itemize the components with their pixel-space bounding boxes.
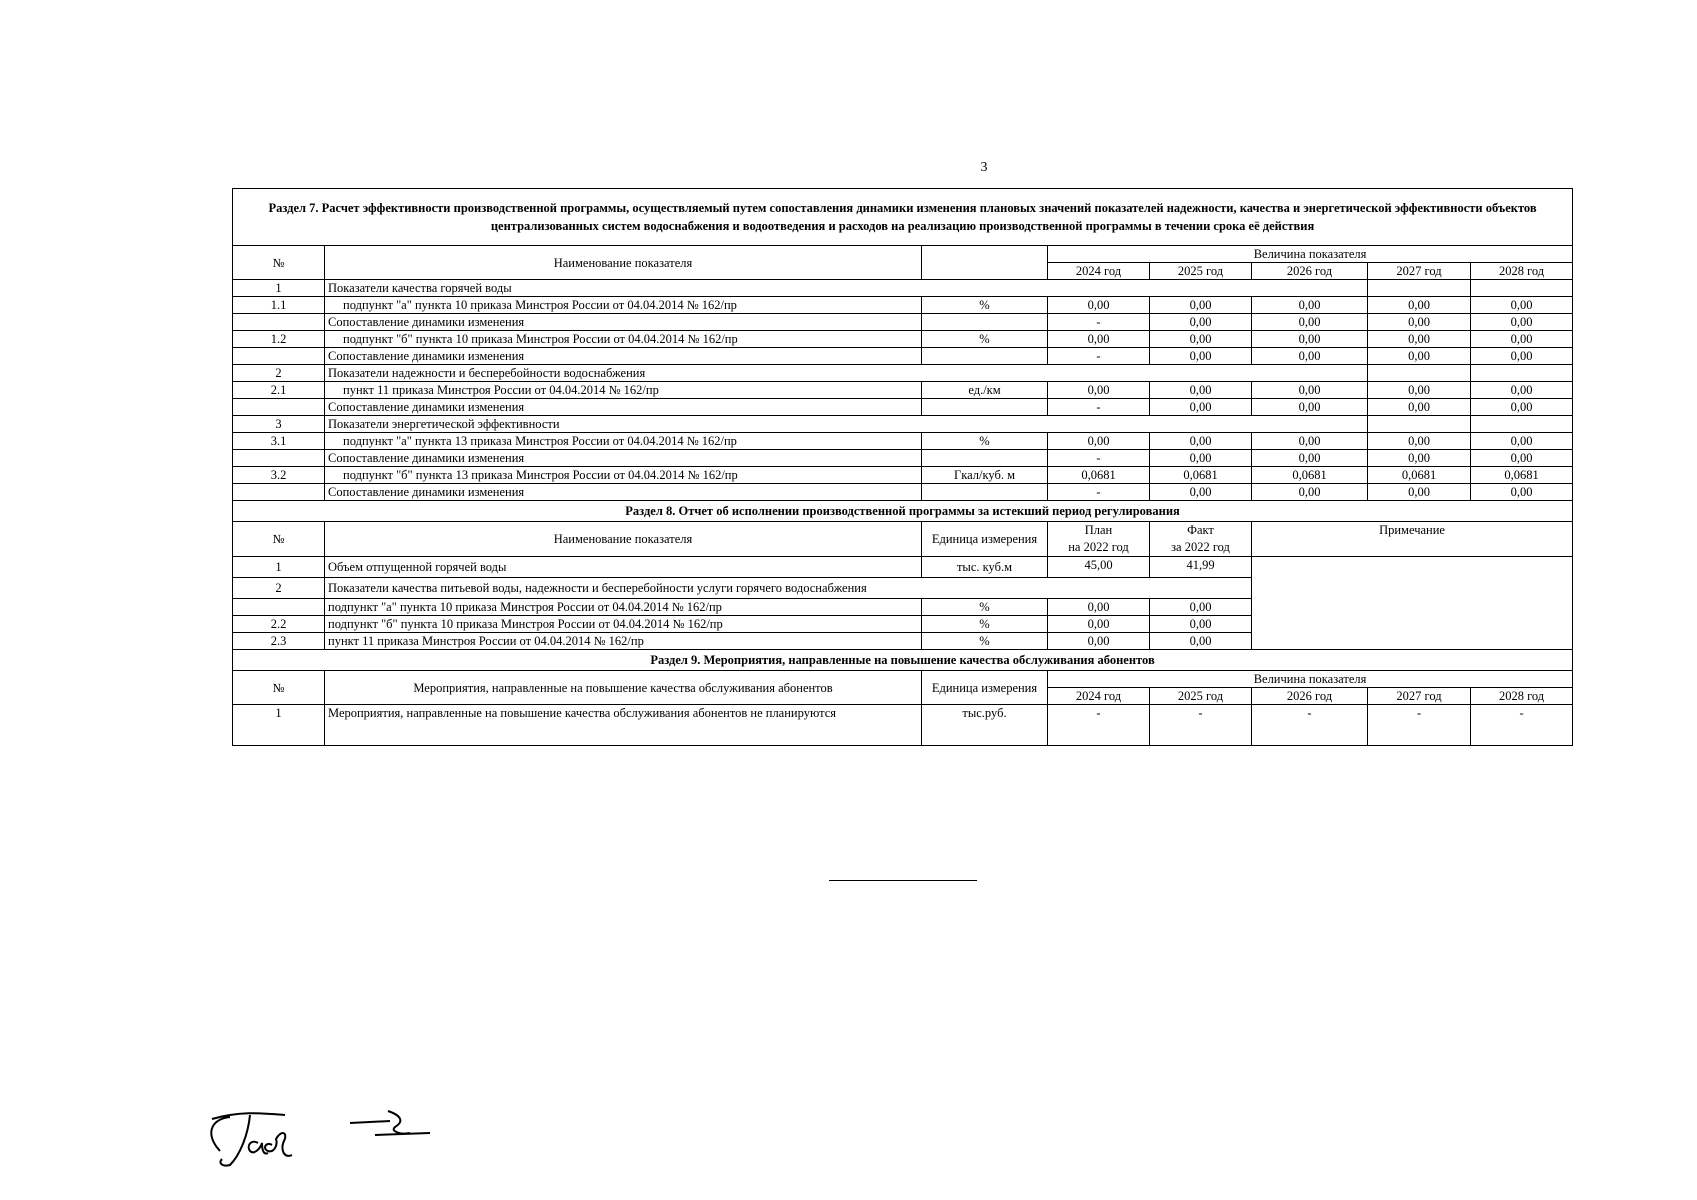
row-num — [233, 314, 325, 331]
row-unit — [922, 314, 1048, 331]
row-num: 1 — [233, 280, 325, 297]
section8-title: Раздел 8. Отчет об исполнении производственной программы за истекший период регулирования — [233, 501, 1573, 522]
row-value: 0,00 — [1048, 297, 1150, 314]
row-name: подпункт "б" пункта 13 приказа Минстроя России от 04.04.2014 № 162/пр — [325, 467, 922, 484]
section7-title: Раздел 7. Расчет эффективности производственной программы, осуществляемый путем сопоставления динамики изменения плановых значений показателей надежности, качества и энергетической эффективности объектов централизованных систем водоснабжения и водоотведения и расходов на реализацию производственной программы в течении срока её действия — [233, 189, 1573, 246]
row-plan: 45,00 — [1048, 557, 1150, 578]
row-name: подпункт "б" пункта 10 приказа Минстроя России от 04.04.2014 № 162/пр — [325, 331, 922, 348]
row-group-name: Показатели качества горячей воды — [325, 280, 1368, 297]
row-value: 0,00 — [1048, 382, 1150, 399]
s9-row-num: 1 — [233, 705, 325, 746]
row-num — [233, 484, 325, 501]
row-value: 0,00 — [1368, 450, 1471, 467]
s9-header-num: № — [233, 671, 325, 705]
row-unit — [922, 348, 1048, 365]
page-number: 3 — [980, 160, 988, 175]
row-value: 0,0681 — [1150, 467, 1252, 484]
section8-header-row — [233, 522, 1573, 557]
row-unit: % — [922, 297, 1048, 314]
section8-title-row — [233, 501, 1573, 522]
row-fact: 0,00 — [1150, 616, 1252, 633]
closing-separator-line — [829, 880, 977, 881]
s8-header-plan-line2: на 2022 год — [1068, 540, 1129, 554]
row-value: 0,00 — [1471, 450, 1573, 467]
s9-row-value: - — [1252, 705, 1368, 746]
row-value: 0,00 — [1471, 484, 1573, 501]
header-year: 2026 год — [1252, 263, 1368, 280]
table-row — [233, 557, 1573, 578]
row-value: 0,00 — [1368, 297, 1471, 314]
s9-row-unit: тыс.руб. — [922, 705, 1048, 746]
row-num: 3 — [233, 416, 325, 433]
row-value: 0,00 — [1150, 484, 1252, 501]
table-row — [233, 331, 1573, 348]
s8-header-name: Наименование показателя — [325, 522, 922, 557]
row-unit: % — [922, 331, 1048, 348]
row-name: Сопоставление динамики изменения — [325, 314, 922, 331]
row-value: 0,00 — [1150, 433, 1252, 450]
s8-header-unit: Единица измерения — [922, 522, 1048, 557]
row-empty-cell — [1471, 280, 1573, 297]
row-value: 0,00 — [1252, 382, 1368, 399]
s9-header-unit: Единица измерения — [922, 671, 1048, 705]
row-value: 0,00 — [1471, 331, 1573, 348]
row-name: Объем отпущенной горячей воды — [325, 557, 922, 578]
row-value: 0,00 — [1150, 297, 1252, 314]
row-empty-cell — [1368, 416, 1471, 433]
row-name: подпункт "б" пункта 10 приказа Минстроя России от 04.04.2014 № 162/пр — [325, 616, 922, 633]
row-plan: 0,00 — [1048, 616, 1150, 633]
row-value: 0,00 — [1471, 314, 1573, 331]
row-value: 0,00 — [1150, 382, 1252, 399]
section9-title: Раздел 9. Мероприятия, направленные на повышение качества обслуживания абонентов — [233, 650, 1573, 671]
s8-header-fact — [1150, 522, 1252, 557]
s9-header-year: 2024 год — [1048, 688, 1150, 705]
row-unit: % — [922, 433, 1048, 450]
header-value-group: Величина показателя — [1048, 246, 1573, 263]
row-empty-cell — [1368, 365, 1471, 382]
s9-header-year: 2026 год — [1252, 688, 1368, 705]
section8-rows — [233, 557, 1573, 650]
row-value: 0,00 — [1368, 399, 1471, 416]
row-value: 0,00 — [1252, 450, 1368, 467]
row-value: 0,00 — [1471, 399, 1573, 416]
row-plan: 0,00 — [1048, 599, 1150, 616]
row-value: 0,00 — [1252, 484, 1368, 501]
table-row — [233, 433, 1573, 450]
handwritten-signature — [200, 1105, 460, 1175]
header-name: Наименование показателя — [325, 246, 922, 280]
row-empty-cell — [1471, 416, 1573, 433]
table-row — [233, 314, 1573, 331]
table-row — [233, 467, 1573, 484]
row-name: пункт 11 приказа Минстроя России от 04.04.2014 № 162/пр — [325, 382, 922, 399]
s9-header-year: 2028 год — [1471, 688, 1573, 705]
row-empty-cell — [1471, 365, 1573, 382]
s8-header-plan — [1048, 522, 1150, 557]
row-value: - — [1048, 314, 1150, 331]
row-num: 2 — [233, 365, 325, 382]
row-num: 1.2 — [233, 331, 325, 348]
s8-header-plan-line1: План — [1084, 523, 1113, 537]
table-row — [233, 297, 1573, 314]
row-value: 0,00 — [1150, 314, 1252, 331]
s8-header-num: № — [233, 522, 325, 557]
row-num: 3.2 — [233, 467, 325, 484]
section7-header-row-1 — [233, 246, 1573, 263]
header-year: 2028 год — [1471, 263, 1573, 280]
row-unit: % — [922, 633, 1048, 650]
row-plan: 0,00 — [1048, 633, 1150, 650]
row-name: Сопоставление динамики изменения — [325, 399, 922, 416]
header-unit-empty — [922, 246, 1048, 280]
row-num: 2 — [233, 578, 325, 599]
row-name: подпункт "а" пункта 10 приказа Минстроя России от 04.04.2014 № 162/пр — [325, 599, 922, 616]
row-unit — [922, 399, 1048, 416]
section9-title-row — [233, 650, 1573, 671]
row-value: 0,00 — [1252, 331, 1368, 348]
row-value: 0,00 — [1252, 314, 1368, 331]
row-empty-cell — [1368, 280, 1471, 297]
row-num: 2.1 — [233, 382, 325, 399]
row-value: 0,0681 — [1252, 467, 1368, 484]
row-unit: ед./км — [922, 382, 1048, 399]
document-table-wrapper — [232, 188, 1572, 746]
row-name: подпункт "а" пункта 10 приказа Минстроя России от 04.04.2014 № 162/пр — [325, 297, 922, 314]
row-value: 0,00 — [1252, 433, 1368, 450]
row-value: 0,00 — [1150, 450, 1252, 467]
row-value: 0,0681 — [1048, 467, 1150, 484]
row-fact: 0,00 — [1150, 633, 1252, 650]
row-name: Сопоставление динамики изменения — [325, 484, 922, 501]
s8-header-fact-line1: Факт — [1187, 523, 1214, 537]
row-value: 0,00 — [1368, 314, 1471, 331]
row-value: 0,00 — [1150, 348, 1252, 365]
row-value: 0,00 — [1252, 399, 1368, 416]
row-value: 0,00 — [1471, 433, 1573, 450]
row-value: 0,00 — [1368, 484, 1471, 501]
row-name: Сопоставление динамики изменения — [325, 348, 922, 365]
row-fact: 41,99 — [1150, 557, 1252, 578]
row-unit: % — [922, 616, 1048, 633]
row-name: Сопоставление динамики изменения — [325, 450, 922, 467]
row-group-name: Показатели качества питьевой воды, надежности и бесперебойности услуги горячего водоснабжения — [325, 578, 1252, 599]
row-value: 0,00 — [1368, 331, 1471, 348]
table-row — [233, 382, 1573, 399]
row-fact: 0,00 — [1150, 599, 1252, 616]
table-row — [233, 348, 1573, 365]
row-value: 0,00 — [1368, 348, 1471, 365]
table-row — [233, 399, 1573, 416]
note-cell — [1252, 557, 1573, 650]
row-group-name: Показатели энергетической эффективности — [325, 416, 1368, 433]
s9-row-name: Мероприятия, направленные на повышение качества обслуживания абонентов не планируются — [325, 705, 922, 746]
row-value: 0,00 — [1048, 433, 1150, 450]
s9-row-value: - — [1048, 705, 1150, 746]
row-value: 0,00 — [1048, 331, 1150, 348]
main-table — [232, 188, 1573, 746]
s9-row-value: - — [1471, 705, 1573, 746]
row-num — [233, 599, 325, 616]
row-num: 2.3 — [233, 633, 325, 650]
row-value: 0,00 — [1471, 382, 1573, 399]
row-value: 0,0681 — [1471, 467, 1573, 484]
row-value: 0,0681 — [1368, 467, 1471, 484]
header-year: 2027 год — [1368, 263, 1471, 280]
row-name: пункт 11 приказа Минстроя России от 04.04.2014 № 162/пр — [325, 633, 922, 650]
row-value: 0,00 — [1252, 348, 1368, 365]
table-row — [233, 450, 1573, 467]
table-row — [233, 416, 1573, 433]
row-num — [233, 399, 325, 416]
row-unit: Гкал/куб. м — [922, 467, 1048, 484]
s9-row-value: - — [1150, 705, 1252, 746]
s9-header-year: 2025 год — [1150, 688, 1252, 705]
row-value: 0,00 — [1368, 433, 1471, 450]
row-value: 0,00 — [1471, 348, 1573, 365]
row-value: - — [1048, 484, 1150, 501]
s9-header-name: Мероприятия, направленные на повышение качества обслуживания абонентов — [325, 671, 922, 705]
header-year: 2025 год — [1150, 263, 1252, 280]
section7-rows — [233, 280, 1573, 501]
header-num: № — [233, 246, 325, 280]
s9-header-year: 2027 год — [1368, 688, 1471, 705]
row-unit — [922, 450, 1048, 467]
row-num — [233, 348, 325, 365]
row-unit — [922, 484, 1048, 501]
row-value: 0,00 — [1150, 399, 1252, 416]
table-row — [233, 280, 1573, 297]
row-group-name: Показатели надежности и бесперебойности водоснабжения — [325, 365, 1368, 382]
row-num: 3.1 — [233, 433, 325, 450]
row-value: - — [1048, 399, 1150, 416]
row-value: 0,00 — [1252, 297, 1368, 314]
row-num: 1 — [233, 557, 325, 578]
s9-row — [233, 705, 1573, 746]
s9-row-value: - — [1368, 705, 1471, 746]
row-value: - — [1048, 450, 1150, 467]
section9-header-row-1 — [233, 671, 1573, 688]
s9-header-value-group: Величина показателя — [1048, 671, 1573, 688]
table-row — [233, 484, 1573, 501]
row-value: 0,00 — [1471, 297, 1573, 314]
row-value: 0,00 — [1150, 331, 1252, 348]
row-value: - — [1048, 348, 1150, 365]
row-value: 0,00 — [1368, 382, 1471, 399]
section7-title-row — [233, 189, 1573, 246]
row-unit: % — [922, 599, 1048, 616]
row-name: подпункт "а" пункта 13 приказа Минстроя России от 04.04.2014 № 162/пр — [325, 433, 922, 450]
row-num: 1.1 — [233, 297, 325, 314]
row-num — [233, 450, 325, 467]
row-num: 2.2 — [233, 616, 325, 633]
table-row — [233, 365, 1573, 382]
s8-header-fact-line2: за 2022 год — [1171, 540, 1230, 554]
header-year: 2024 год — [1048, 263, 1150, 280]
row-unit: тыс. куб.м — [922, 557, 1048, 578]
s8-header-note: Примечание — [1252, 522, 1573, 557]
